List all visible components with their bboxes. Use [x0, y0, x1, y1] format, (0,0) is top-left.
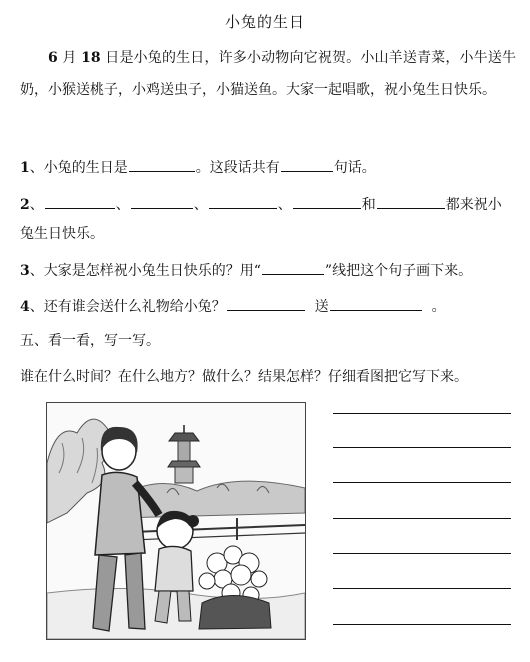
- answer-blank-animal-5[interactable]: [377, 194, 445, 209]
- question-1: [20, 157, 376, 177]
- illustration-mother-and-child: [46, 402, 306, 640]
- question-number: 1: [20, 160, 30, 176]
- section-five-instruction: 谁在什么时间？在什么地方？做什么？结果怎样？仔细看图把它写下来。: [20, 369, 468, 385]
- answer-blank-sentence-count[interactable]: [281, 157, 333, 172]
- question-4: [20, 296, 446, 316]
- question-text: 。: [431, 299, 446, 315]
- writing-line-5[interactable]: [333, 553, 511, 554]
- separator: 、: [193, 197, 208, 213]
- section-five-heading: 五、看一看，写一写。: [20, 333, 160, 349]
- question-text: 送: [314, 299, 329, 315]
- answer-blank-who[interactable]: [227, 296, 305, 311]
- writing-line-1[interactable]: [333, 413, 511, 414]
- separator: 、: [29, 160, 44, 176]
- question-text: 小兔的生日是: [43, 160, 128, 176]
- question-text: 还有谁会送什么礼物给小兔？: [43, 299, 226, 315]
- answer-blank-gift[interactable]: [330, 296, 422, 311]
- answer-blank-animal-2[interactable]: [131, 194, 193, 209]
- reading-passage: [20, 42, 516, 106]
- question-number: 3: [20, 263, 30, 279]
- separator: 、: [29, 263, 44, 279]
- illustration-drawing: [47, 403, 305, 639]
- answer-blank-line-type[interactable]: [262, 260, 324, 275]
- question-text: 都来祝小: [445, 197, 502, 213]
- separator: 、: [29, 299, 44, 315]
- question-text: 句话。: [333, 160, 376, 176]
- question-text: 和: [361, 197, 376, 213]
- question-number: 4: [20, 299, 30, 315]
- writing-line-7[interactable]: [333, 624, 511, 625]
- month-char: 月: [62, 50, 77, 66]
- answer-blank-animal-3[interactable]: [209, 194, 277, 209]
- question-3: [20, 260, 472, 280]
- passage-text: 日是小兔的生日，许多小动物向它祝贺。小山羊送青菜，小牛送牛奶，小猴送桃子，小鸡送虫子，小猫送鱼。大家一起唱歌，祝小兔生日快乐。: [20, 50, 517, 98]
- separator: 、: [277, 197, 292, 213]
- question-text: 。这段话共有: [195, 160, 280, 176]
- writing-line-3[interactable]: [333, 482, 511, 483]
- question-2-continued: 兔生日快乐。: [20, 226, 104, 242]
- worksheet-title: 小兔的生日: [224, 13, 305, 31]
- writing-line-2[interactable]: [333, 447, 511, 448]
- question-number: 2: [20, 197, 30, 213]
- answer-blank-animal-1[interactable]: [45, 194, 115, 209]
- writing-line-6[interactable]: [333, 588, 511, 589]
- question-2: [20, 194, 502, 214]
- separator: 、: [29, 197, 44, 213]
- date-month: 6: [48, 50, 58, 66]
- answer-blank-animal-4[interactable]: [293, 194, 361, 209]
- separator: 、: [115, 197, 130, 213]
- answer-blank-birthday[interactable]: [129, 157, 195, 172]
- writing-line-4[interactable]: [333, 518, 511, 519]
- question-text: ”线把这个句子画下来。: [324, 263, 473, 279]
- question-text: 大家是怎样祝小兔生日快乐的？用“: [43, 263, 261, 279]
- date-day: 18: [81, 50, 101, 66]
